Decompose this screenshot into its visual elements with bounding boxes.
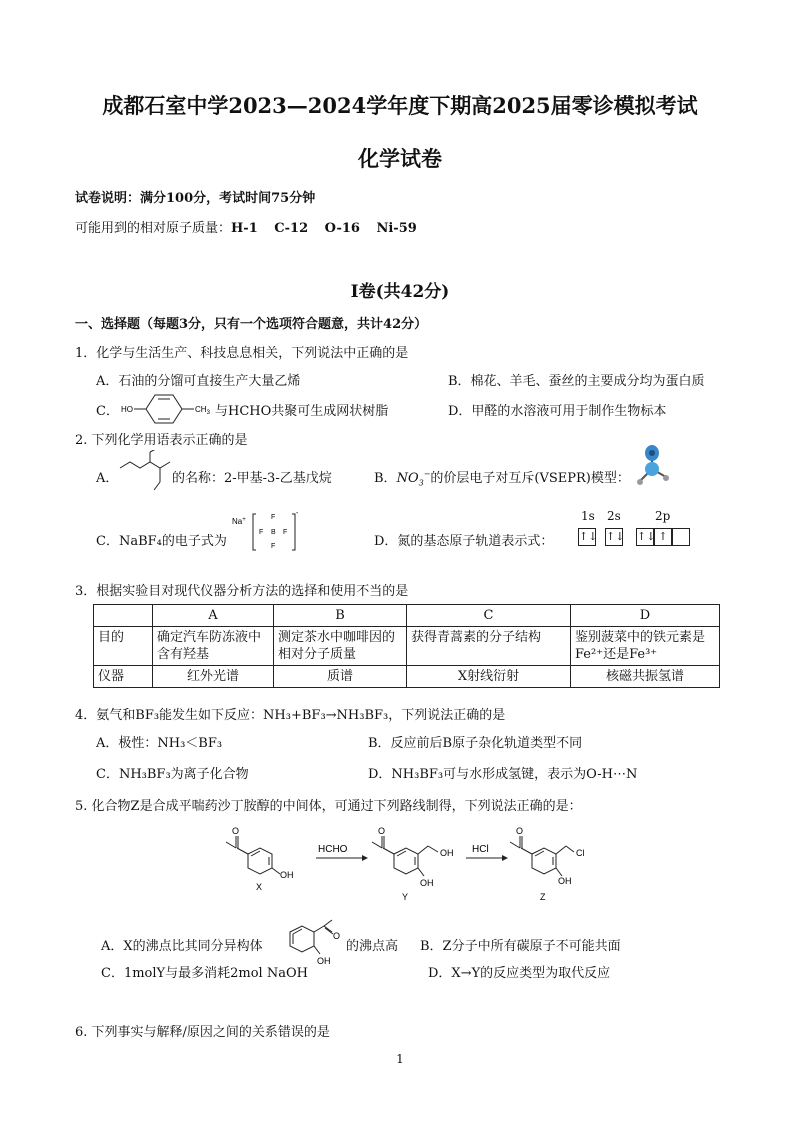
- q4-option-a: A．极性：NH₃＜BF₃: [96, 736, 223, 751]
- reagent-hcho: HCHO: [318, 844, 348, 855]
- q6-stem: 6. 下列事实与解释/原因之间的关系错误的是: [75, 1025, 330, 1040]
- q3-instrument-table: [93, 604, 720, 688]
- svg-text:O: O: [333, 931, 341, 941]
- mass-c: C-12: [274, 221, 309, 236]
- table-header-a: A: [153, 605, 274, 627]
- svg-text:OH: OH: [280, 870, 294, 880]
- section-title: Ⅰ卷(共42分): [350, 282, 450, 302]
- svg-text:B: B: [271, 529, 276, 536]
- q1-cresol-structure: [120, 390, 215, 424]
- q3-stem: 3．根据实验目对现代仪器分析方法的选择和使用不当的是: [75, 584, 409, 599]
- table-header-d: D: [571, 605, 720, 627]
- reagent-hcl: HCl: [472, 844, 489, 855]
- orbital-box-2p-3: [672, 528, 690, 546]
- q2-option-a: 的名称：2-甲基-3-乙基戊烷: [172, 471, 332, 486]
- atomic-masses: [75, 217, 417, 236]
- q5-reaction-scheme: [222, 822, 592, 912]
- q4-option-b: B．反应前后B原子杂化轨道类型不同: [368, 736, 583, 751]
- part-title: 一、选择题（每题3分，只有一个选项符合题意，共计42分）: [75, 317, 428, 332]
- svg-text:F: F: [283, 529, 288, 536]
- q5-option-a-suffix: 的沸点高: [346, 939, 399, 954]
- svg-text:F: F: [259, 529, 264, 536]
- orbital-box-2p-2: ↑: [654, 528, 672, 546]
- exam-title: 成都石室中学2023—2024学年度下期高2025届零诊模拟考试: [102, 93, 698, 118]
- q1-option-a: A．石油的分馏可直接生产大量乙烯: [96, 374, 301, 389]
- svg-text:F: F: [271, 514, 276, 521]
- q1-option-c: 与HCHO共聚可生成网状树脂: [215, 404, 389, 419]
- row-label-purpose: 目的: [94, 627, 153, 666]
- q2-vsepr-model: [632, 443, 672, 491]
- mass-o: O-16: [324, 221, 360, 236]
- q4-option-c: C．NH₃BF₃为离子化合物: [96, 767, 249, 782]
- q5-stem: 5. 化合物Z是合成平喘药沙丁胺醇的中间体，可通过下列路线制得，下列说法正确的是：: [75, 799, 582, 814]
- svg-text:OH: OH: [440, 848, 454, 858]
- label-z: Z: [540, 892, 546, 902]
- table-cell: 质谱: [274, 666, 407, 688]
- mass-h: H-1: [231, 221, 258, 236]
- exam-subtitle: 化学试卷: [358, 146, 442, 171]
- q5-option-b: B．Z分子中所有碳原子不可能共面: [420, 939, 621, 954]
- q4-stem: 4．氨气和BF₃能发生如下反应：NH₃+BF₃→NH₃BF₃，下列说法正确的是: [75, 708, 506, 723]
- table-row: [94, 627, 720, 666]
- q2-nitrate-ion: $NO_3^-$: [396, 469, 431, 488]
- q2-stem: 2. 下列化学用语表示正确的是: [75, 433, 248, 448]
- table-cell: 红外光谱: [153, 666, 274, 688]
- page-number: 1: [396, 1052, 404, 1066]
- svg-text:O: O: [516, 826, 524, 836]
- q1-ch3-label: $CH_3$: [195, 405, 210, 416]
- table-cell: 核磁共振氢谱: [571, 666, 720, 688]
- q1-option-d: D．甲醛的水溶液可用于制作生物标本: [448, 404, 667, 419]
- table-cell: X射线衍射: [407, 666, 571, 688]
- q2-skeletal-structure: [118, 450, 173, 495]
- orbital-label-2p: 2p: [655, 509, 671, 523]
- label-y: Y: [402, 892, 409, 902]
- q1-ho-label: HO: [121, 405, 133, 414]
- svg-text:-: -: [296, 510, 299, 517]
- table-header-c: C: [407, 605, 571, 627]
- svg-text:O: O: [378, 826, 386, 836]
- table-cell: [94, 605, 153, 627]
- label-x: X: [256, 882, 263, 892]
- q5-option-c: C．1molY与最多消耗2mol NaOH: [101, 966, 308, 981]
- q2-option-c: C．NaBF₄的电子式为: [96, 534, 227, 549]
- svg-text:OH: OH: [317, 956, 331, 966]
- q1-stem: 1．化学与生活生产、科技息息相关，下列说法中正确的是: [75, 346, 409, 361]
- table-cell: 确定汽车防冻液中含有羟基: [153, 627, 274, 666]
- q1-option-c-prefix: C．: [96, 404, 119, 419]
- table-cell: 鉴别菠菜中的铁元素是Fe²⁺还是Fe³⁺: [571, 627, 720, 666]
- q2-nabf4-electron-formula: [232, 506, 302, 552]
- mass-ni: Ni-59: [376, 221, 417, 236]
- orbital-label-2s: 2s: [607, 509, 621, 523]
- svg-text:O: O: [232, 826, 240, 836]
- orbital-box-1s: ↑↓: [578, 528, 596, 546]
- compound-y-structure: [372, 826, 454, 902]
- table-cell: 获得青蒿素的分子结构: [407, 627, 571, 666]
- orbital-box-2p-1: ↑↓: [636, 528, 654, 546]
- svg-text:OH: OH: [420, 878, 434, 888]
- row-label-instrument: 仪器: [94, 666, 153, 688]
- q2-na-label: Na+: [232, 517, 246, 526]
- table-cell: 测定茶水中咖啡因的相对分子质量: [274, 627, 407, 666]
- table-row: [94, 605, 720, 627]
- q2-option-a-prefix: A．: [96, 471, 119, 486]
- q5-option-a-prefix: A．X的沸点比其同分异构体: [101, 939, 263, 954]
- q5-isomer-structure: [284, 918, 346, 968]
- svg-text:Cl: Cl: [576, 848, 585, 858]
- q2-option-d: D．氮的基态原子轨道表示式：: [374, 534, 554, 549]
- atomic-masses-label: 可能用到的相对原子质量：: [75, 221, 232, 236]
- q5-option-d: D．X→Y的反应类型为取代反应: [428, 966, 611, 981]
- orbital-box-2s: ↑↓: [605, 528, 623, 546]
- table-row: [94, 666, 720, 688]
- svg-text:F: F: [271, 543, 276, 550]
- compound-x-structure: [226, 826, 294, 892]
- q2-option-b: B．$NO_3^-$的价层电子对互斥(VSEPR)模型：: [374, 469, 630, 488]
- table-header-b: B: [274, 605, 407, 627]
- q4-option-d: D．NH₃BF₃可与水形成氢键，表示为O-H⋯N: [368, 767, 638, 782]
- exam-info: 试卷说明：满分100分，考试时间75分钟: [75, 191, 316, 206]
- svg-text:OH: OH: [558, 876, 572, 886]
- q1-option-b: B．棉花、羊毛、蚕丝的主要成分均为蛋白质: [448, 374, 705, 389]
- compound-z-structure: [510, 826, 585, 902]
- orbital-label-1s: 1s: [581, 509, 595, 523]
